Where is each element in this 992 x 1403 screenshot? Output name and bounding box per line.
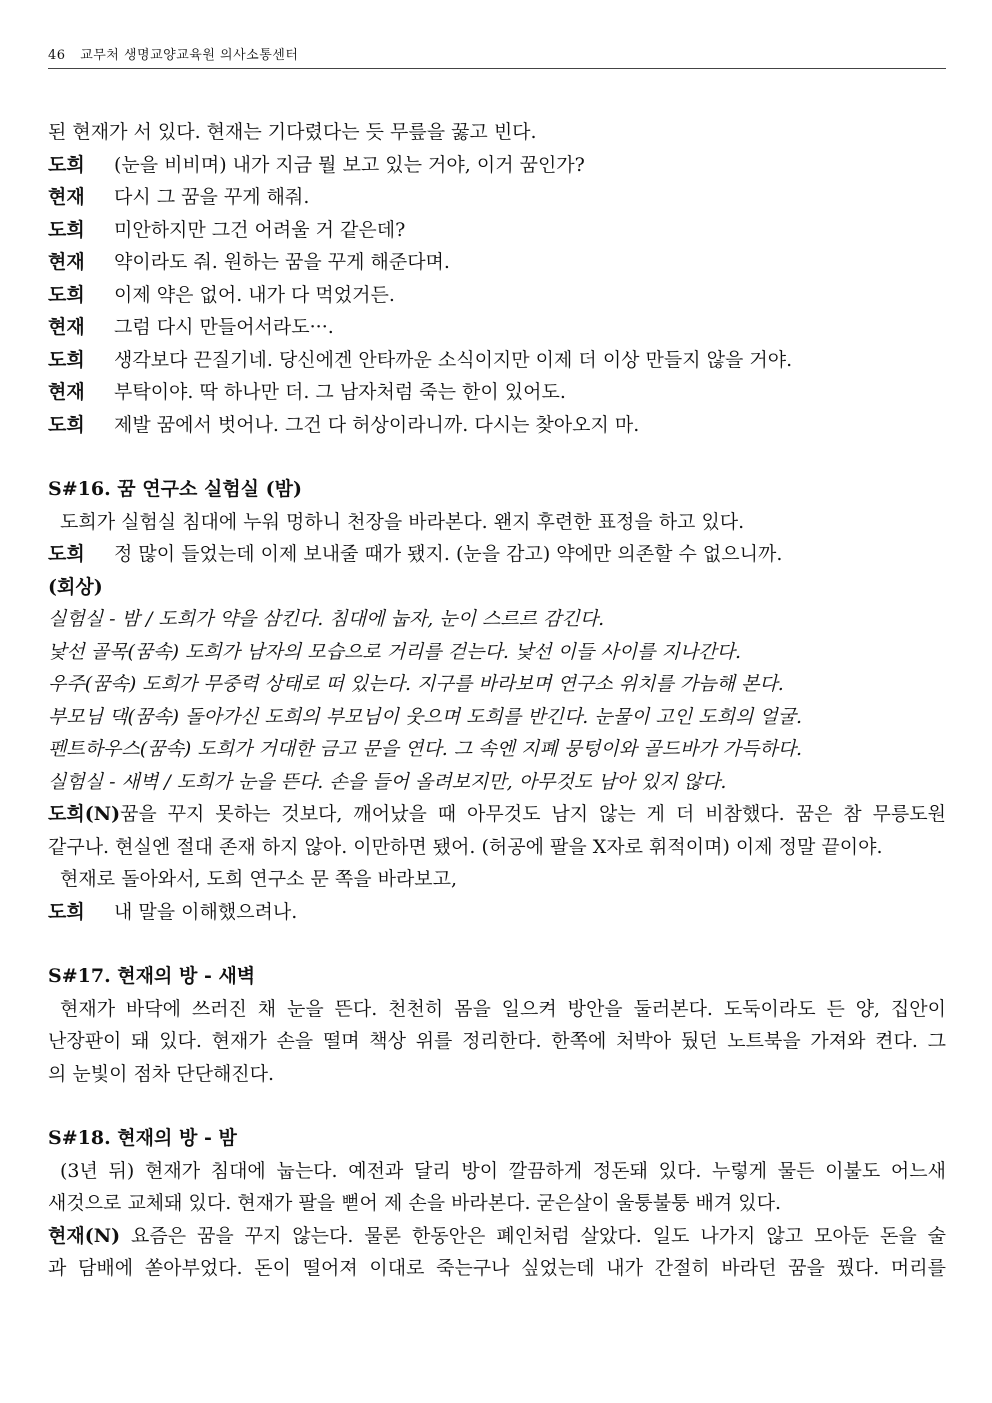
speech: 이제 약은 없어. 내가 다 먹었거든. <box>114 283 395 306</box>
scene-action: 새것으로 교체돼 있다. 현재가 팔을 뻗어 제 손을 바라본다. 굳은살이 울퉁불퉁 배겨 있다. <box>48 1192 781 1214</box>
header-title: 교무처 생명교양교육원 의사소통센터 <box>80 48 299 63</box>
narration-speaker: 도희(N) <box>48 803 121 825</box>
scene-heading: S#18. 현재의 방 - 밤 <box>48 1127 237 1149</box>
dialogue-line <box>48 311 946 344</box>
flashback-line: 실험실 - 밤 / 도희가 약을 삼킨다. 침대에 눕자, 눈이 스르르 감긴다. <box>48 608 605 630</box>
speaker: 현재 <box>48 381 85 403</box>
dialogue-line <box>48 538 946 571</box>
speaker: 도희 <box>48 283 85 306</box>
narration-text: 요즘은 꿈을 꾸지 않는다. 물론 한동안은 폐인처럼 살았다. 일도 나가지 않고 모아둔 돈을 술 <box>131 1224 946 1247</box>
scene-action: 의 눈빛이 점차 단단해진다. <box>48 1062 275 1085</box>
header-rule <box>48 68 946 69</box>
speaker: 현재 <box>48 316 85 338</box>
narration-line <box>48 1220 946 1253</box>
scene-action: (3년 뒤) 현재가 침대에 눕는다. 예전과 달리 방이 깔끔하게 정돈돼 있다. 누렇게 물든 이불도 어느새 <box>60 1159 946 1182</box>
scene-heading: S#16. 꿈 연구소 실험실 (밤) <box>48 478 302 500</box>
speech: 생각보다 끈질기네. 당신에겐 안타까운 소식이지만 이제 더 이상 만들지 않을 거야. <box>114 348 793 371</box>
scene-action: 도희가 실험실 침대에 누워 멍하니 천장을 바라본다. 왠지 후련한 표정을 하고 있다. <box>60 510 745 533</box>
speaker: 도희 <box>48 218 85 241</box>
dialogue-line <box>48 149 946 182</box>
scene-action: 현재가 바닥에 쓰러진 채 눈을 뜬다. 천천히 몸을 일으켜 방안을 둘러본다. 도둑이라도 든 양, 집안이 <box>60 997 946 1020</box>
dialogue-line <box>48 409 946 442</box>
page-number: 46 <box>48 48 66 63</box>
speaker: 도희 <box>48 348 85 371</box>
speaker: 도희 <box>48 900 85 923</box>
narration-speaker: 현재(N) <box>48 1224 121 1247</box>
speaker: 도희 <box>48 543 85 565</box>
speech: 내 말을 이해했으려나. <box>114 900 298 923</box>
scene-action: 난장판이 돼 있다. 현재가 손을 떨며 책상 위를 정리한다. 한쪽에 처박아 뒀던 노트북을 가져와 켠다. 그 <box>48 1030 946 1052</box>
speech: 제발 꿈에서 벗어나. 그건 다 허상이라니까. 다시는 찾아오지 마. <box>114 413 640 436</box>
scene-action: 현재로 돌아와서, 도희 연구소 문 쪽을 바라보고, <box>60 868 458 890</box>
speaker: 도희 <box>48 413 85 436</box>
scene-heading: S#17. 현재의 방 - 새벽 <box>48 965 256 987</box>
speech: (눈을 비비며) 내가 지금 뭘 보고 있는 거야, 이거 꿈인가? <box>114 153 585 176</box>
flashback-line: 펜트하우스(꿈속) 도희가 거대한 금고 문을 연다. 그 속엔 지폐 뭉텅이와 골드바가 가득하다. <box>48 738 803 760</box>
speech: 부탁이야. 딱 하나만 더. 그 남자처럼 죽는 한이 있어도. <box>114 381 566 403</box>
page-header <box>48 44 946 63</box>
dialogue-line <box>48 181 946 214</box>
dialogue-line <box>48 279 946 312</box>
speech: 다시 그 꿈을 꾸게 해줘. <box>114 186 310 208</box>
narration-line: 과 담배에 쏟아부었다. 돈이 떨어져 이대로 죽는구나 싶었는데 내가 간절히 바라던 꿈을 꿨다. 머리를 <box>48 1257 946 1279</box>
dialogue-line <box>48 344 946 377</box>
speech: 약이라도 줘. 원하는 꿈을 꾸게 해준다며. <box>114 251 450 273</box>
opening-action: 된 현재가 서 있다. 현재는 기다렸다는 듯 무릎을 꿇고 빈다. <box>48 121 537 143</box>
speech: 정 많이 들었는데 이제 보내줄 때가 됐지. (눈을 감고) 약에만 의존할 수 없으니까. <box>114 543 783 565</box>
flashback-line: 우주(꿈속) 도희가 무중력 상태로 떠 있는다. 지구를 바라보며 연구소 위치를 가늠해 본다. <box>48 673 784 695</box>
narration-line <box>48 798 946 831</box>
dialogue-line <box>48 246 946 279</box>
narration-line: 같구나. 현실엔 절대 존재 하지 않아. 이만하면 됐어. (허공에 팔을 X자로 휘적이며) 이제 정말 끝이야. <box>48 835 883 858</box>
flashback-line: 실험실 - 새벽 / 도희가 눈을 뜬다. 손을 들어 올려보지만, 아무것도 남아 있지 않다. <box>48 770 727 793</box>
flashback-line: 부모님 댁(꿈속) 돌아가신 도희의 부모님이 웃으며 도희를 반긴다. 눈물이 고인 도희의 얼굴. <box>48 705 803 728</box>
dialogue-line <box>48 896 946 929</box>
dialogue-line <box>48 214 946 247</box>
speech: 그럼 다시 만들어서라도···. <box>114 316 334 338</box>
dialogue-line <box>48 376 946 409</box>
speaker: 도희 <box>48 153 85 176</box>
speaker: 현재 <box>48 251 85 273</box>
flashback-label: (회상) <box>48 575 103 598</box>
script-body <box>48 116 946 1285</box>
speech: 미안하지만 그건 어려울 거 같은데? <box>114 218 406 241</box>
flashback-line: 낯선 골목(꿈속) 도희가 남자의 모습으로 거리를 걷는다. 낯선 이들 사이를 지나간다. <box>48 640 741 663</box>
speaker: 현재 <box>48 186 85 208</box>
narration-text: 꿈을 꾸지 못하는 것보다, 깨어났을 때 아무것도 남지 않는 게 더 비참했다. 꿈은 참 무릉도원 <box>120 803 946 825</box>
